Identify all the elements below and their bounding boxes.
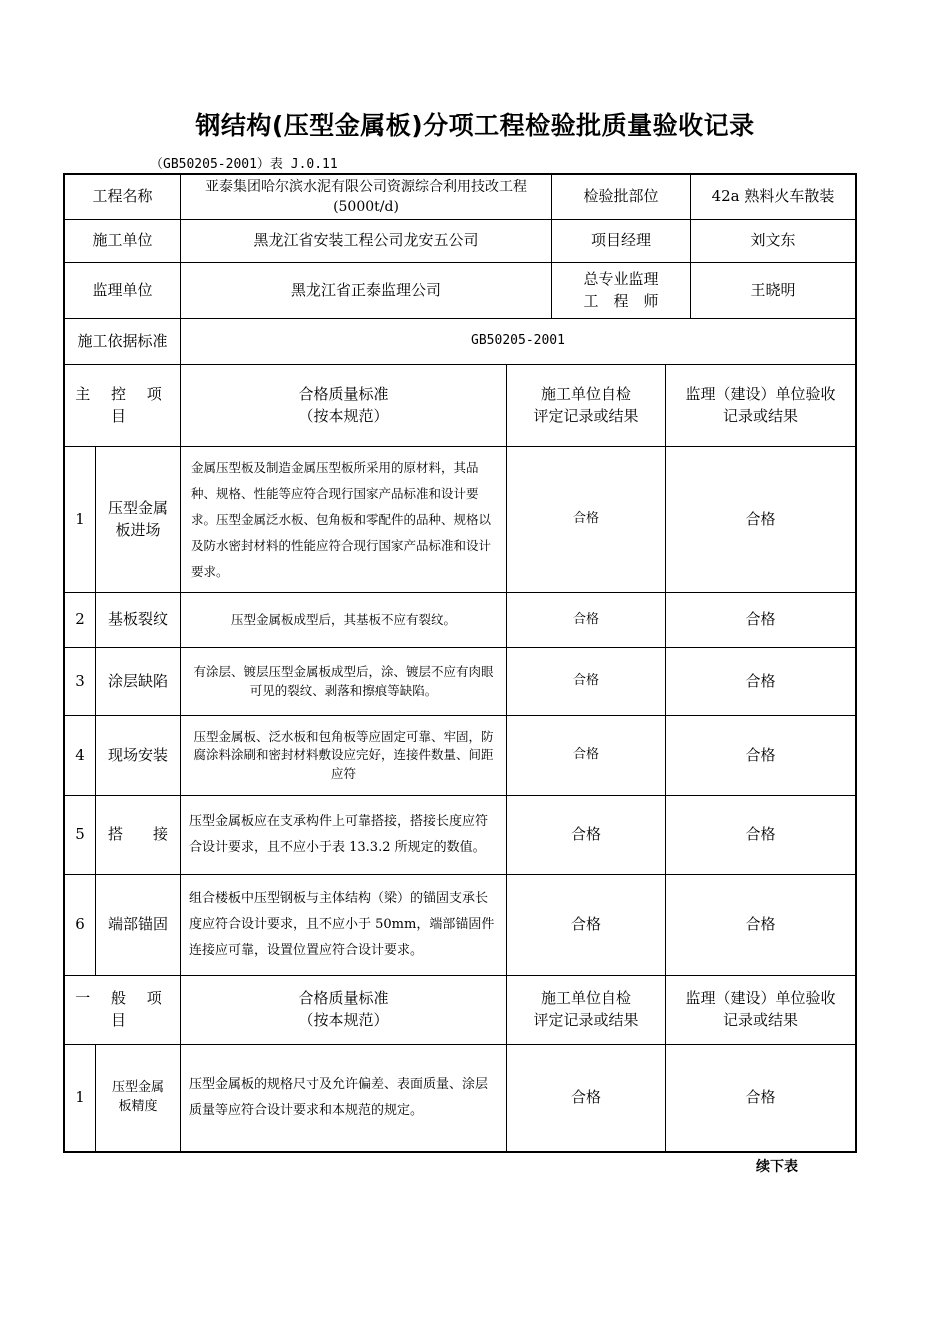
item-criteria: 有涂层、镀层压型金属板成型后，涂、镀层不应有肉眼可见的裂纹、剥落和擦痕等缺陷。 — [193, 664, 494, 698]
row-number: 2 — [75, 610, 85, 629]
contractor-value: 黑龙江省安装工程公司龙安五公司 — [253, 231, 479, 250]
self-check-result: 合格 — [572, 747, 599, 763]
item-criteria: 压型金属板、泛水板和包角板等应固定可靠、牢固，防腐涂料涂刷和密封材料敷设应完好，连接件数量、间距应符 — [193, 729, 494, 781]
supervision-result: 合格 — [745, 509, 776, 528]
item-name: 基板裂纹 — [107, 610, 168, 629]
chief-engineer-label: 总专业监理 工 程 师 — [583, 269, 659, 310]
supervisor-value: 黑龙江省正泰监理公司 — [290, 280, 441, 299]
col-standard-header: 合格质量标准 （按本规范） — [298, 989, 389, 1029]
item-name: 端部锚固 — [107, 915, 168, 934]
self-check-result: 合格 — [572, 511, 599, 527]
standard-code: （GB50205-2001）表 J.0.11 — [150, 157, 338, 172]
supervision-result: 合格 — [745, 671, 776, 690]
supervision-result: 合格 — [745, 825, 776, 844]
row-number: 1 — [75, 1088, 85, 1107]
self-check-result: 合格 — [570, 825, 601, 844]
continued-note: 续下表 — [756, 1159, 798, 1175]
project-manager-label: 项目经理 — [590, 231, 651, 250]
col-self-check-header: 施工单位自检 评定记录或结果 — [533, 384, 639, 425]
batch-location-value: 42a 熟料火车散装 — [711, 187, 835, 206]
item-name: 涂层缺陷 — [107, 671, 168, 690]
row-number: 4 — [75, 745, 85, 764]
general-items-section-label: 一 般 项 目 — [75, 989, 170, 1029]
col-supervision-header: 监理（建设）单位验收 记录或结果 — [685, 384, 836, 425]
item-criteria: 组合楼板中压型钢板与主体结构（梁）的锚固支承长度应符合设计要求，且不应小于 50mm，端部锚固件连接应可靠，设置位置应符合设计要求。 — [189, 891, 495, 958]
row-number: 1 — [75, 509, 85, 528]
contractor-label: 施工单位 — [92, 231, 153, 250]
item-name: 搭 接 — [107, 825, 168, 844]
supervision-result: 合格 — [745, 915, 776, 934]
item-criteria: 压型金属板成型后，其基板不应有裂纹。 — [230, 611, 456, 627]
basis-standard-label: 施工依据标准 — [77, 331, 168, 350]
item-criteria: 压型金属板的规格尺寸及允许偏差、表面质量、涂层质量等应符合设计要求和本规范的规定。 — [189, 1077, 489, 1118]
row-number: 6 — [75, 915, 85, 934]
row-number: 3 — [75, 671, 85, 690]
col-standard-header: 合格质量标准 （按本规范） — [298, 384, 389, 425]
self-check-result: 合格 — [570, 915, 601, 934]
document-title: 钢结构(压型金属板)分项工程检验批质量验收记录 — [195, 111, 755, 140]
item-name: 压型金属 板精度 — [111, 1080, 164, 1114]
supervision-result: 合格 — [745, 1088, 776, 1107]
project-manager-value: 刘文东 — [750, 231, 796, 250]
supervisor-label: 监理单位 — [92, 280, 153, 299]
batch-location-label: 检验批部位 — [583, 187, 659, 206]
self-check-result: 合格 — [572, 611, 599, 627]
main-items-section-label: 主 控 项 目 — [75, 384, 170, 425]
col-supervision-header: 监理（建设）单位验收 记录或结果 — [685, 989, 836, 1029]
item-name: 压型金属 板进场 — [107, 498, 168, 539]
self-check-result: 合格 — [570, 1088, 601, 1107]
chief-engineer-value: 王晓明 — [750, 280, 796, 299]
basis-standard-value: GB50205-2001 — [471, 333, 565, 349]
col-self-check-header: 施工单位自检 评定记录或结果 — [533, 989, 639, 1029]
supervision-result: 合格 — [745, 745, 776, 764]
row-number: 5 — [75, 825, 85, 844]
item-criteria: 金属压型板及制造金属压型板所采用的原材料，其品种、规格、性能等应符合现行国家产品标准和设计要求。压型金属泛水板、包角板和零配件的品种、规格以及防水密封材料的性能应符合现行国家产品标准和设计要求。 — [191, 459, 492, 579]
project-name-value: 亚泰集团哈尔滨水泥有限公司资源综合利用技改工程(5000t/d) — [205, 178, 527, 215]
supervision-result: 合格 — [745, 610, 776, 629]
project-name-label: 工程名称 — [92, 187, 153, 206]
self-check-result: 合格 — [572, 673, 599, 689]
item-name: 现场安装 — [107, 745, 168, 764]
item-criteria: 压型金属板应在支承构件上可靠搭接，搭接长度应符合设计要求，且不应小于表 13.3.2 所规定的数值。 — [189, 814, 489, 855]
